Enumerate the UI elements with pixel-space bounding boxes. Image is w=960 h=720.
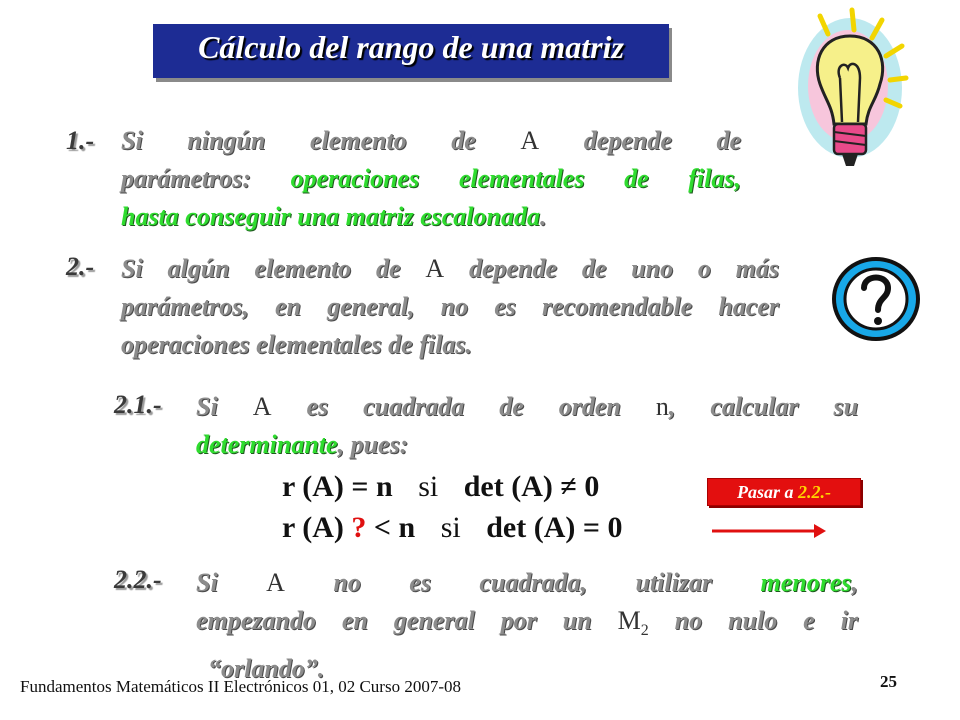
- section-2-number: 2.-: [66, 252, 95, 281]
- formula-1-lhs: r (A) = n: [282, 470, 393, 503]
- section-2-line1a: Si algún elemento de: [121, 254, 401, 283]
- minor-m: M: [617, 606, 641, 635]
- formula-2-lhs: r (A): [282, 511, 344, 544]
- matrix-a-symbol: A: [425, 254, 445, 283]
- section-2-1-line1c: , calcular su: [668, 392, 859, 421]
- title-banner: [153, 24, 669, 78]
- formula-rank-n: [282, 470, 599, 504]
- section-1-period: .: [539, 202, 547, 231]
- section-2-2-line1b: no es cuadrada, utilizar: [333, 568, 713, 597]
- determinante-highlight: determinante: [196, 430, 338, 459]
- footer-text: Fundamentos Matemáticos II Electrónicos 01, 02 Curso 2007-08: [20, 677, 461, 696]
- formula-2-question: ?: [351, 511, 367, 544]
- formula-rank-less-n: [282, 511, 622, 545]
- section-1-text: [121, 122, 741, 236]
- button-label: Pasar a: [736, 482, 794, 502]
- section-2-2-text: [196, 564, 858, 688]
- section-2-2-comma: ,: [851, 568, 859, 597]
- formula-1-rhs: det (A) ≠ 0: [463, 470, 600, 503]
- right-arrow-icon: [710, 521, 828, 541]
- lightbulb-icon: [790, 6, 910, 186]
- minor-subscript: 2: [640, 622, 649, 640]
- page-title: Cálculo del rango de una matriz: [198, 29, 624, 65]
- formula-2-mid: < n: [373, 511, 416, 544]
- formula-2-rhs: det (A) = 0: [486, 511, 623, 544]
- section-2-line3: operaciones elementales de filas.: [121, 330, 472, 359]
- go-to-2-2-button[interactable]: [707, 478, 861, 506]
- minor-symbol: [617, 606, 649, 640]
- matrix-a-symbol: A: [520, 126, 540, 155]
- order-n-symbol: n: [655, 392, 669, 421]
- section-2-1-line2b: , pues:: [337, 430, 409, 459]
- formula-1-si: si: [418, 470, 439, 503]
- section-2-2-number: 2.2.-: [114, 565, 162, 594]
- section-1-highlight: operaciones elementales de filas,: [290, 164, 741, 193]
- section-2-line1b: depende de uno o más: [468, 254, 780, 283]
- section-1-highlight-2: hasta conseguir una matriz escalonada: [121, 202, 540, 231]
- section-2-2-line1a: Si: [196, 568, 218, 597]
- section-2-line2: parámetros, en general, no es recomendable hacer: [121, 292, 779, 321]
- section-2-2-line2b: no nulo e ir: [674, 606, 858, 635]
- page-number: 25: [880, 672, 897, 691]
- section-2-text: [121, 250, 779, 364]
- matrix-a-symbol: A: [252, 392, 272, 421]
- section-2-2-line3: “orlando”.: [208, 654, 325, 684]
- matrix-a-symbol: A: [266, 568, 285, 597]
- section-2-2-line2a: empezando en general por un: [196, 606, 592, 635]
- section-2-1-line1b: es cuadrada de orden: [306, 392, 621, 421]
- section-1-line1b: depende de: [583, 126, 741, 155]
- question-mark-icon: [826, 254, 922, 344]
- section-2-1-text: [196, 388, 858, 464]
- button-target: 2.2.-: [798, 482, 831, 502]
- formula-2-si: si: [440, 511, 461, 544]
- section-1-line1a: Si ningún elemento de: [121, 126, 476, 155]
- section-1-line2a: parámetros:: [121, 164, 251, 193]
- section-2-1-line1a: Si: [196, 392, 218, 421]
- section-1-number: 1.-: [66, 126, 95, 155]
- section-2-1-number: 2.1.-: [114, 390, 162, 419]
- menores-highlight: menores: [760, 568, 852, 597]
